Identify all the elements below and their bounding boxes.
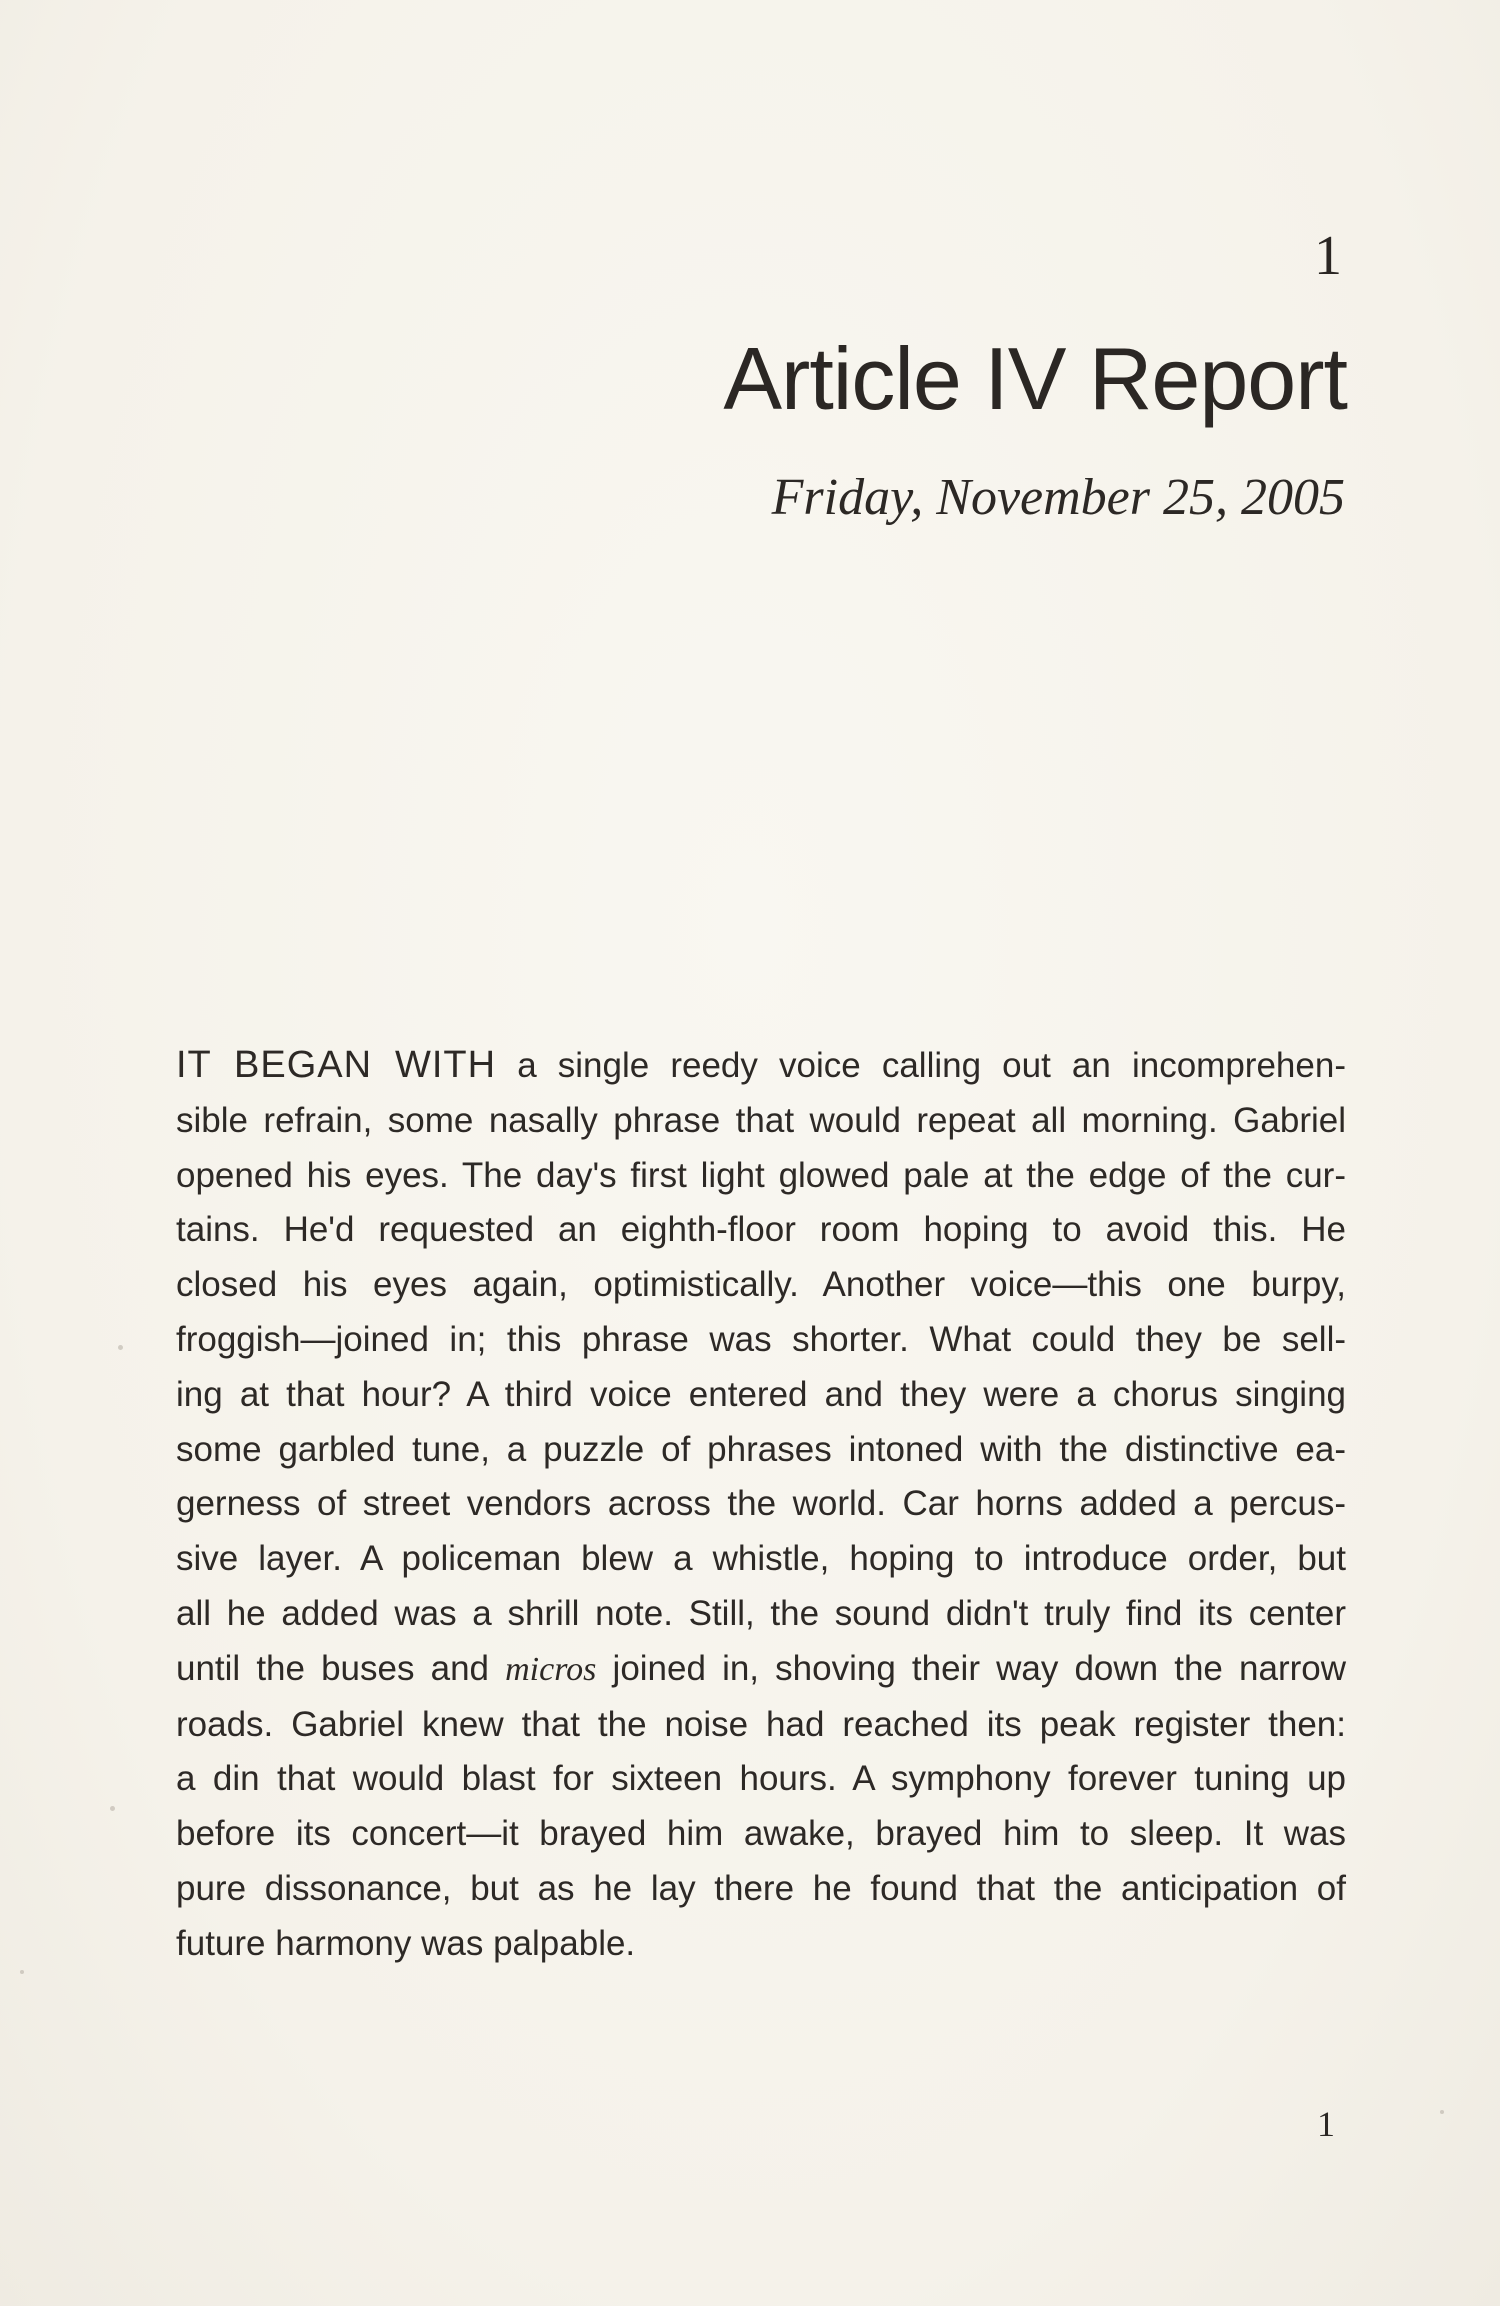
paper-speck [118,1345,123,1350]
body-line: ing at that hour? A third voice entered and they were a chorus singing [176,1374,1346,1414]
body-line: some garbled tune, a puzzle of phrases intoned with the distinctive ea- [176,1429,1346,1469]
page-number: 1 [1317,2104,1335,2144]
body-line: future harmony was palpable. [176,1923,636,1963]
body-line-text: until the buses and [176,1648,506,1688]
body-line: all he added was a shrill note. Still, the sound didn't truly find its center [176,1593,1346,1633]
body-line: gerness of street vendors across the world. Car horns added a percus- [176,1484,1346,1524]
chapter-number: 1 [1314,225,1342,287]
body-line: closed his eyes again, optimistically. Another voice—this one burpy, [176,1265,1346,1305]
body-line: opened his eyes. The day's first light glowed pale at the edge of the cur- [176,1155,1346,1195]
lead-in-smallcaps: IT BEGAN WITH [176,1044,497,1086]
body-line-text: joined in, shoving their way down the narrow [596,1648,1346,1688]
paper-speck [1440,2110,1444,2114]
body-line: tains. He'd requested an eighth-floor room hoping to avoid this. He [176,1210,1346,1250]
body-line-text: a single reedy voice calling out an incomprehen- [496,1046,1346,1085]
chapter-title: Article IV Report [723,329,1347,428]
body-line [176,1038,1346,1094]
body-line: froggish—joined in; this phrase was shorter. What could they be sell- [176,1319,1346,1359]
body-line: pure dissonance, but as he lay there he found that the anticipation of [176,1868,1346,1908]
body-line [176,1642,1346,1698]
paper-speck [110,1806,115,1811]
chapter-date: Friday, November 25, 2005 [771,469,1345,526]
body-line: sive layer. A policeman blew a whistle, hoping to introduce order, but [176,1539,1346,1579]
body-paragraph [176,1038,1346,1972]
body-line: a din that would blast for sixteen hours. A symphony forever tuning up [176,1759,1346,1799]
body-line: sible refrain, some nasally phrase that would repeat all morning. Gabriel [176,1100,1346,1140]
paper-speck [20,1970,24,1974]
body-line: roads. Gabriel knew that the noise had reached its peak register then: [176,1704,1346,1744]
body-line: before its concert—it brayed him awake, brayed him to sleep. It was [176,1814,1346,1854]
italic-word: micros [505,1650,597,1688]
